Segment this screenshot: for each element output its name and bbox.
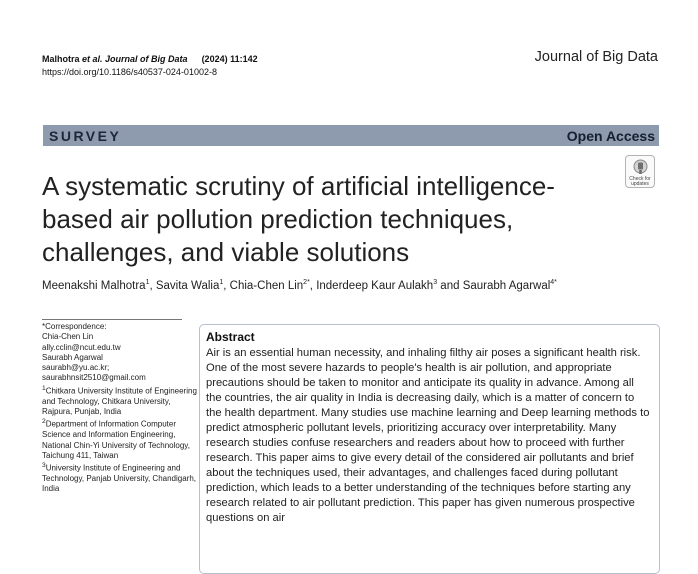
author-affiliation-marker: 4* xyxy=(550,279,557,286)
author-name[interactable]: Savita Walia xyxy=(155,279,220,292)
correspondence-label: *Correspondence: xyxy=(42,322,107,331)
affiliation-item: $^3$University Institute of Engineering and Technology, Panjab University, Chandigarh, India xyxy=(42,462,197,494)
author-affiliation-marker: 2* xyxy=(303,279,310,286)
correspondence-name: Saurabh Agarwal xyxy=(42,352,103,362)
author-affiliation-marker: 3 xyxy=(433,279,438,286)
check-for-updates-icon xyxy=(633,159,648,176)
author-list: Meenakshi Malhotra$^1$, Savita Walia$^1$, Chia-Chen Lin$^{2*}$, Inderdeep Kaur Aulakh$^3$ and Saurabh Agarwal$^{4*}$ xyxy=(42,279,557,292)
abstract-box xyxy=(199,324,660,574)
citation-journal: Journal of Big Data xyxy=(105,54,188,64)
citation-et-al: et al. xyxy=(82,54,103,64)
check-for-updates-label: Check for updates xyxy=(629,176,651,187)
open-access-label: Open Access xyxy=(566,127,655,144)
citation-year-volume: (2024) 11:142 xyxy=(201,54,258,64)
citation-line xyxy=(42,53,258,66)
correspondence-name: Chia-Chen Lin xyxy=(42,332,94,342)
affiliation-item: $^2$Department of Information Computer Science and Information Engineering, National Chin-Yi University of Technology, Taichung 411, Taiwan xyxy=(42,418,190,460)
correspondence-email[interactable]: saurabh@yu.ac.kr; xyxy=(42,363,110,373)
citation-block xyxy=(42,53,258,79)
abstract-text: Air is an essential human necessity, and inhaling filthy air poses a significant health risk. One of the most severe hazards to people's health is air pollution, and appropriate precautions should be taken to monitor and anticipate its quality in advance. Among all the countries, the air quality in India is decreasing daily, which is a matter of concern to the health department. Many studies use machine learning and Deep learning methods to predict atmospheric pollutant levels, prioritizing accuracy over interpretability. Many research studies confuse researchers and readers about how to proceed with further research. This paper aims to give every detail of the considered air pollutants and brief about the techniques used, their advantages, and challenges faced during pollutant prediction, which leads to a better understanding of the techniques before starting any research related to air pollutant prediction. This paper has given numerous prospective questions on air xyxy=(206,347,650,524)
affiliation-item: $^1$Chitkara University Institute of Engineering and Technology, Chitkara University, Rajpura, Punjab, India xyxy=(42,384,197,417)
author-affiliation-marker: 1 xyxy=(145,279,150,286)
check-for-updates-button[interactable] xyxy=(625,155,655,188)
author-name[interactable]: Saurabh Agarwal xyxy=(462,279,551,292)
correspondence-email[interactable]: ally.cclin@ncut.edu.tw xyxy=(42,342,121,352)
citation-authors: Malhotra xyxy=(42,54,83,64)
author-name[interactable]: Chia-Chen Lin xyxy=(229,279,304,292)
correspondence-email[interactable]: saurabhnsit2510@gmail.com xyxy=(42,373,146,383)
affiliation-divider xyxy=(42,319,182,320)
article-type-label: SURVEY xyxy=(49,127,122,144)
author-name[interactable]: Meenakshi Malhotra xyxy=(42,279,146,292)
author-affiliation-marker: 1 xyxy=(219,279,224,286)
author-name[interactable]: Inderdeep Kaur Aulakh xyxy=(316,279,434,292)
abstract-heading: Abstract xyxy=(206,330,255,344)
article-title: A systematic scrutiny of artificial intelligence-based air pollution prediction techniques, challenges, and viable solutions xyxy=(42,171,555,267)
journal-name[interactable]: Journal of Big Data xyxy=(534,49,658,65)
affiliations-block xyxy=(42,322,202,495)
article-type-banner xyxy=(43,125,659,146)
doi-link[interactable]: https://doi.org/10.1186/s40537-024-01002-8 xyxy=(42,67,217,77)
